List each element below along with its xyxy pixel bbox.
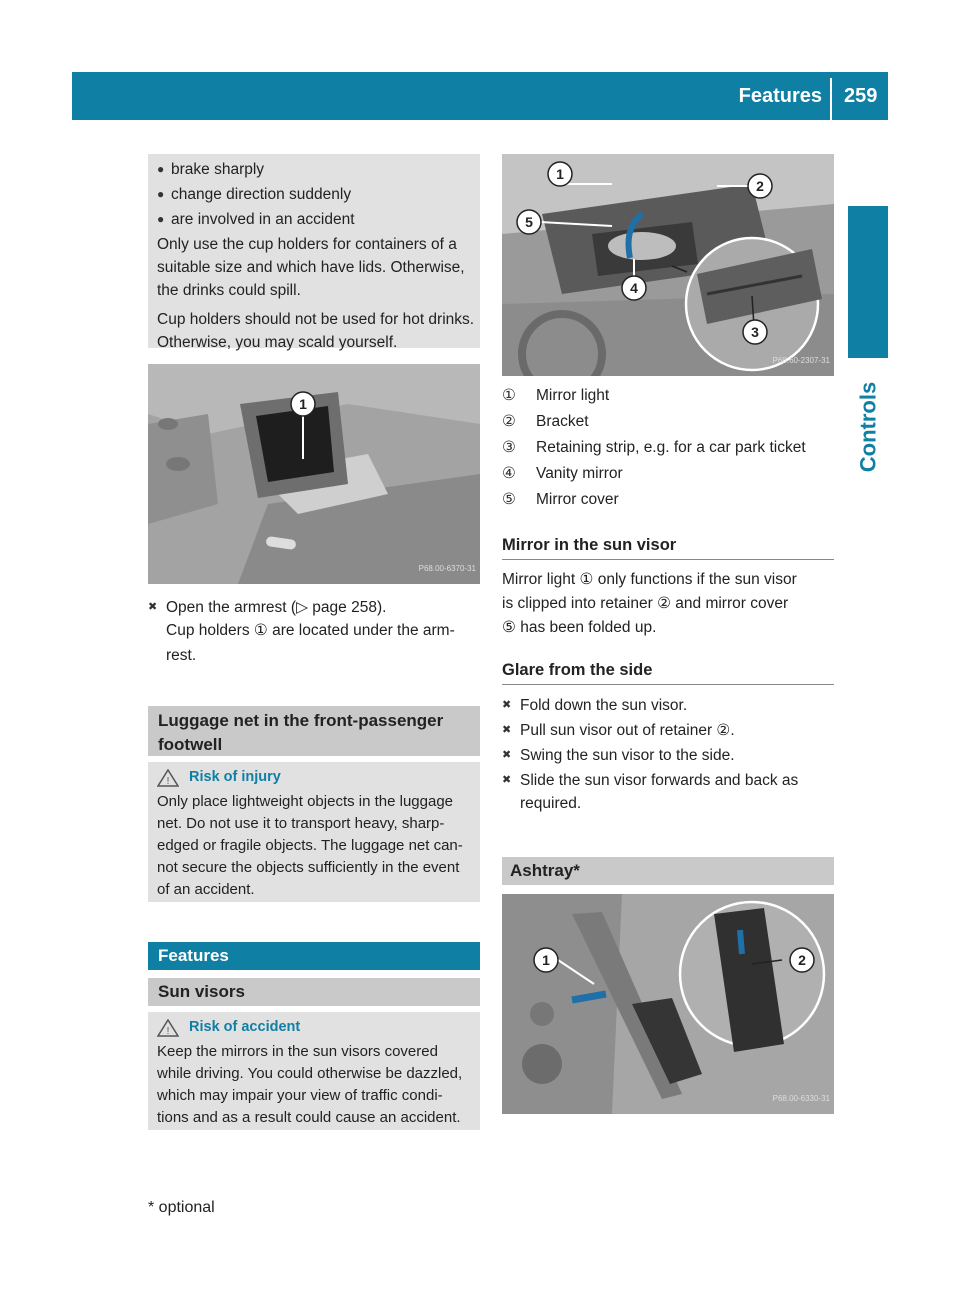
subheading-glare: Glare from the side (502, 659, 834, 685)
armrest-photo (148, 364, 480, 584)
callout-3: 3 (751, 324, 759, 340)
section-heading-luggage: Luggage net in the front-passenger footwell (148, 706, 480, 756)
mirror-paragraph: Mirror light ① only functions if the sun visor is clipped into retainer ② and mirror cover ⑤ has been folded up. (502, 571, 797, 636)
callout-1: 1 (556, 166, 564, 182)
legend-list (502, 384, 834, 514)
callout-2: 2 (798, 952, 806, 968)
ashtray-photo (502, 894, 834, 1114)
legend-item: ④ Vanity mirror (502, 465, 623, 482)
photo-caption: P68.00-6370-31 (418, 564, 476, 573)
paragraph: Cup holders should not be used for hot drinks. Otherwise, you may scald yourself. (157, 311, 475, 351)
page-number: 259 (844, 85, 878, 107)
list-item: ● are involved in an accident (157, 211, 355, 228)
photo-caption: P68.00-6330-31 (772, 1094, 830, 1103)
cupholder-warning-box (148, 154, 480, 351)
list-item: ● brake sharply (157, 161, 265, 178)
svg-text:!: ! (166, 1025, 170, 1037)
callout-5: 5 (525, 214, 533, 230)
header-divider (830, 78, 832, 120)
glare-steps: ✖ Fold down the sun visor. ✖ Pull sun visor out of retainer ②. ✖ Swing the sun visor to the side. ✖ Slide the sun visor forwards and back as required. (502, 697, 799, 812)
warning-box-injury: ! Risk of injury Only place lightweight objects in the luggage net. Do not use it to transport heavy, sharp- edged or fragile objects. The luggage net can- not secure the objects sufficiently in the event of an accident. (148, 762, 480, 902)
callout-2: 2 (756, 178, 764, 194)
svg-text:!: ! (166, 775, 170, 787)
side-tab-block (848, 206, 888, 358)
warning-icon (157, 769, 179, 787)
armrest-instruction: ✖ Open the armrest (▷ page 258). Cup holders ① are located under the arm- rest. (148, 599, 455, 664)
list-item: ● change direction suddenly (157, 186, 352, 203)
section-heading-features: Features (148, 942, 480, 970)
photo-caption: P68.60-2307-31 (772, 356, 830, 365)
section-heading-ashtray: Ashtray* (502, 857, 834, 885)
legend-item: ① Mirror light (502, 387, 610, 404)
subheading-mirror: Mirror in the sun visor (502, 534, 834, 560)
legend-item: ③ Retaining strip, e.g. for a car park ticket (502, 439, 806, 456)
legend-item: ⑤ Mirror cover (502, 491, 619, 508)
footer-note: * optional (148, 1199, 215, 1216)
side-tab-label: Controls (855, 381, 881, 473)
warning-icon (157, 1019, 179, 1037)
callout-4: 4 (630, 280, 638, 296)
callout-1: 1 (542, 952, 550, 968)
sun-visor-photo (502, 154, 834, 376)
header-title: Features (738, 85, 822, 107)
callout-1: 1 (299, 396, 307, 412)
paragraph: Only use the cup holders for containers of a suitable size and which have lids. Otherwise, the drinks could spill. (157, 236, 465, 299)
legend-item: ② Bracket (502, 413, 589, 430)
section-heading-sun-visors: Sun visors (148, 978, 480, 1006)
warning-box-accident: ! Risk of accident Keep the mirrors in the sun visors covered while driving. You could otherwise be dazzled, which may impair your view of traffic condi- tions and as a result could cause an accident. (148, 1012, 480, 1130)
